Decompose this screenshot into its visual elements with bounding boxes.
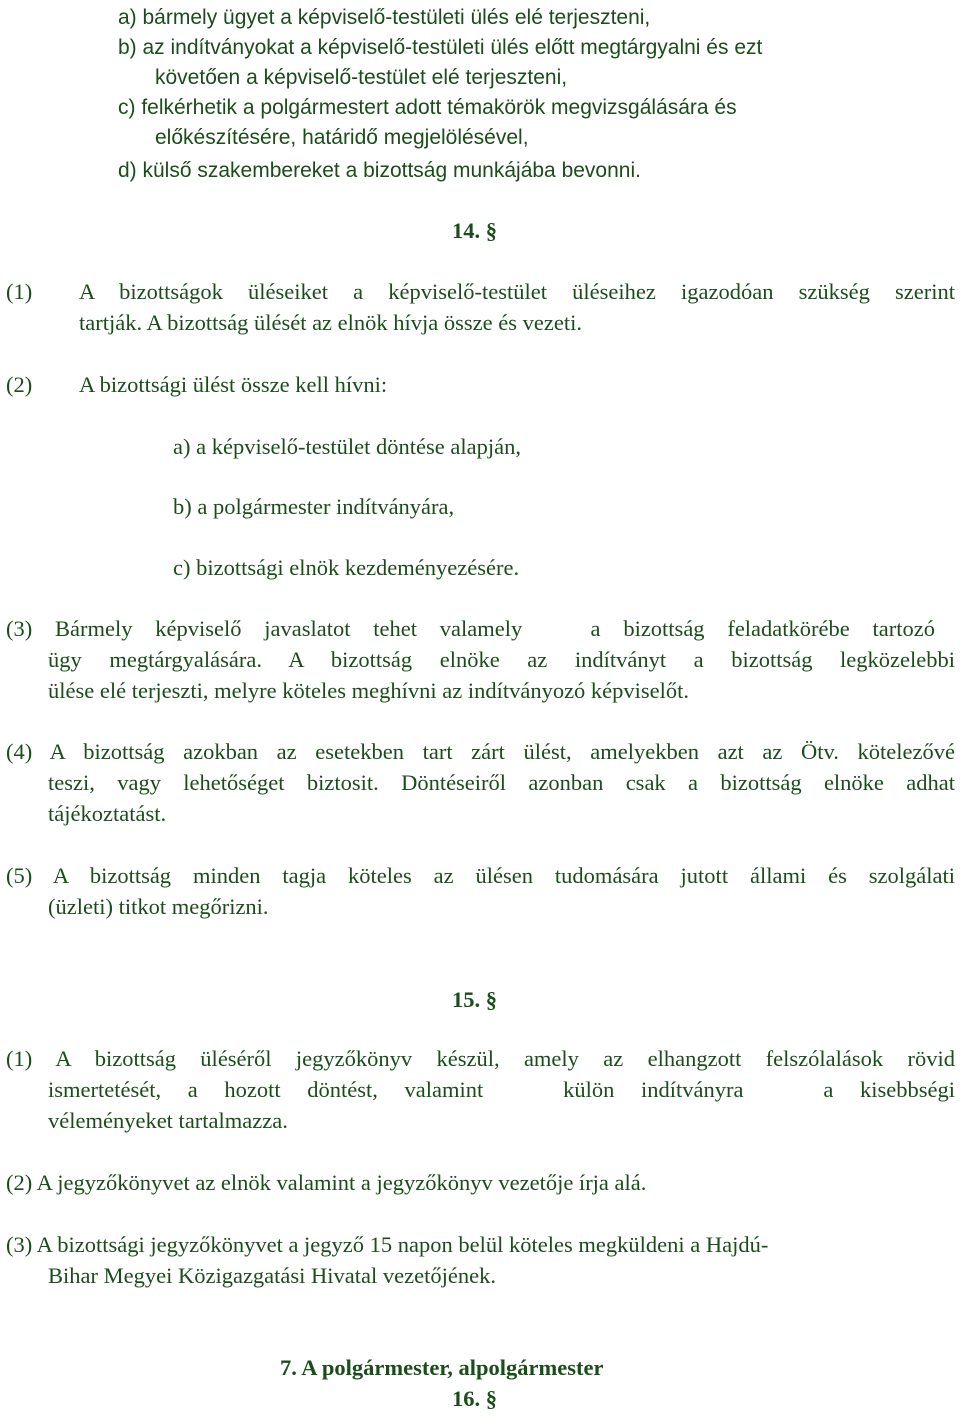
paragraph-14-4-line1: (4) A bizottság azokban az esetekben tart zárt ülést, amelyekben azt az Ötv. kötelezővé: [6, 739, 955, 764]
paragraph-14-3-line1: (3) Bármely képviselő javaslatot tehet valamely a bizottság feladatkörébe tartozó: [6, 616, 935, 641]
paragraph-number-14-1: (1): [6, 279, 33, 304]
list-item-a: a) bármely ügyet a képviselő-testületi ülés elé terjeszteni,: [118, 6, 651, 29]
section-heading-15: 15. §: [452, 987, 497, 1012]
paragraph-14-2-item-a: a) a képviselő-testület döntése alapján,: [173, 434, 521, 459]
paragraph-14-5-line2: (üzleti) titkot megőrizni.: [48, 894, 269, 919]
paragraph-14-2-item-b: b) a polgármester indítványára,: [173, 494, 455, 519]
chapter-title: 7. A polgármester, alpolgármester: [280, 1355, 604, 1380]
list-item-b-line2: követően a képviselő-testület elé terjeszteni,: [155, 66, 568, 89]
paragraph-15-1-line3: véleményeket tartalmazza.: [48, 1108, 288, 1133]
list-item-b-line1: b) az indítványokat a képviselő-testületi ülés előtt megtárgyalni és ezt: [118, 36, 763, 59]
paragraph-number-14-2: (2): [6, 372, 33, 397]
paragraph-15-3-line2: Bihar Megyei Közigazgatási Hivatal vezetőjének.: [48, 1263, 496, 1288]
list-item-c-line2: előkészítésére, határidő megjelölésével,: [155, 126, 529, 149]
paragraph-15-1-line1: (1) A bizottság üléséről jegyzőkönyv készül, amely az elhangzott felszólalások rövid: [6, 1046, 955, 1071]
paragraph-14-4-line3: tájékoztatást.: [48, 801, 167, 826]
paragraph-14-2-line1: A bizottsági ülést össze kell hívni:: [79, 372, 388, 397]
paragraph-15-3-line1: (3) A bizottsági jegyzőkönyvet a jegyző 15 napon belül köteles megküldeni a Hajdú-: [6, 1232, 769, 1257]
section-heading-14: 14. §: [452, 218, 497, 243]
list-item-d: d) külső szakembereket a bizottság munkájába bevonni.: [118, 159, 641, 182]
paragraph-14-3-line2: ügy megtárgyalására. A bizottság elnöke az indítványt a bizottság legközelebbi: [48, 647, 955, 672]
paragraph-14-4-line2: teszi, vagy lehetőséget biztosit. Döntéseiről azonban csak a bizottság elnöke adhat: [48, 770, 955, 795]
section-heading-16: 16. §: [452, 1386, 497, 1411]
paragraph-14-3-line3: ülése elé terjeszti, melyre köteles meghívni az indítványozó képviselőt.: [48, 678, 690, 703]
paragraph-15-1-line2: ismertetését, a hozott döntést, valamint külön indítványra a kisebbségi: [48, 1077, 955, 1102]
paragraph-14-1-line2: tartják. A bizottság ülését az elnök hívja össze és vezeti.: [79, 310, 582, 335]
list-item-c-line1: c) felkérhetik a polgármestert adott témakörök megvizsgálására és: [118, 96, 737, 119]
paragraph-14-1-line1: A bizottságok üléseiket a képviselő-testület üléseihez igazodóan szükség szerint: [79, 279, 955, 304]
paragraph-14-2-item-c: c) bizottsági elnök kezdeményezésére.: [173, 555, 520, 580]
paragraph-15-2-line1: (2) A jegyzőkönyvet az elnök valamint a jegyzőkönyv vezetője írja alá.: [6, 1170, 647, 1195]
paragraph-14-5-line1: (5) A bizottság minden tagja köteles az ülésen tudomására jutott állami és szolgálati: [6, 863, 955, 888]
